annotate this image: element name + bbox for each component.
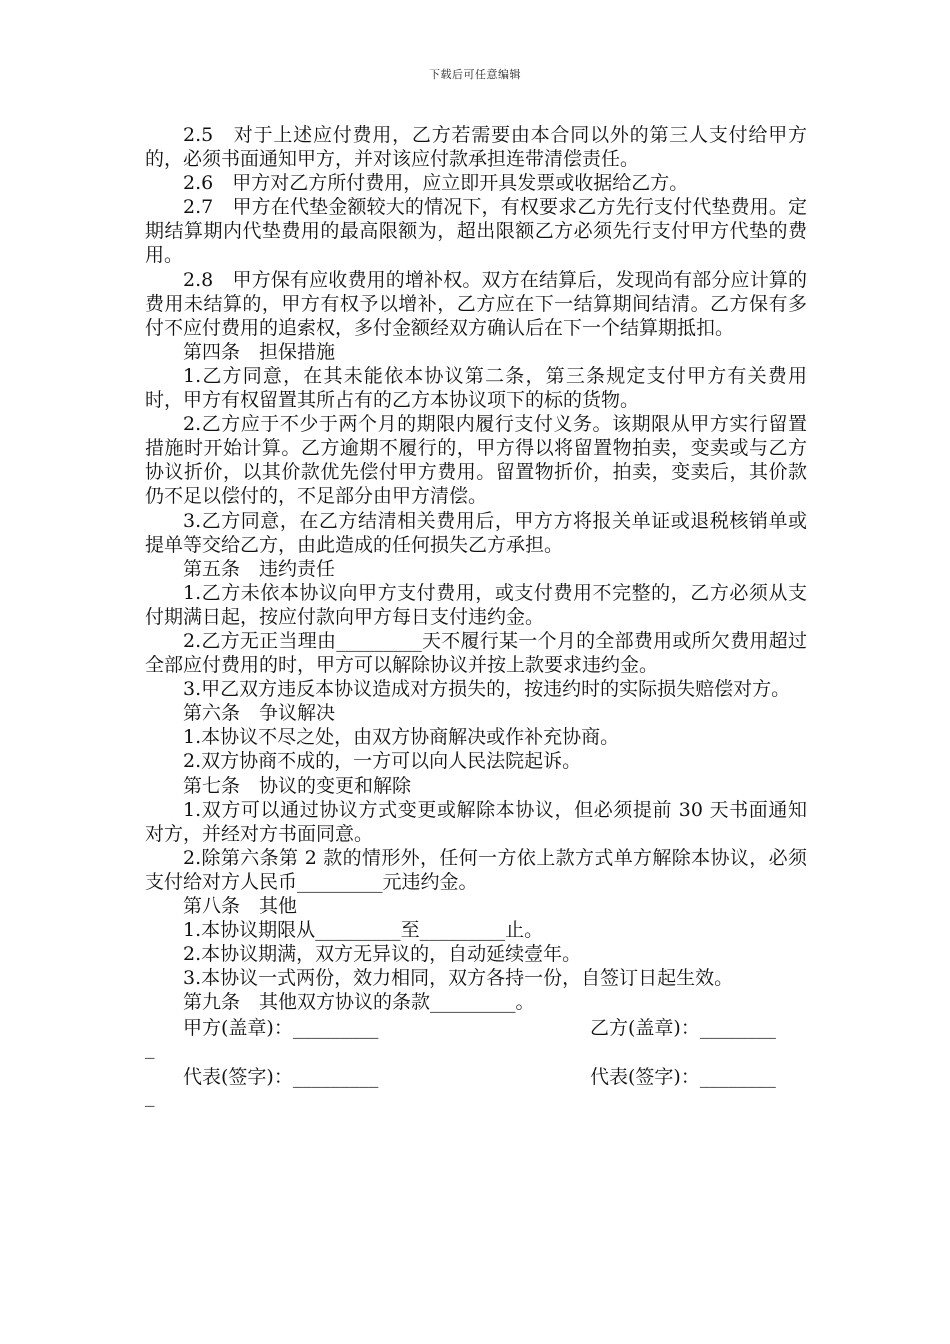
article-4-heading: 第四条 担保措施: [183, 340, 336, 363]
article-8-item-2: 2.本协议期满，双方无异议的，自动延续壹年。: [183, 943, 582, 966]
article-6-item-2: 2.双方协商不成的，一方可以向人民法院起诉。: [183, 750, 582, 773]
article-6-heading: 第六条 争议解决: [183, 702, 336, 725]
party-a-representative-line: 代表(签字)：_________: [183, 1065, 379, 1088]
signature-row-seal: [145, 1016, 807, 1040]
article-4-item-3: 3.乙方同意，在乙方结清相关费用后，甲方方将报关单证或退税核销单或提单等交给乙方，由此造成的任何损失乙方承担。: [145, 509, 807, 556]
page-header: 下载后可任意编辑: [429, 68, 521, 81]
signature-row-representative: [145, 1065, 807, 1089]
article-5-item-2: 2.乙方无正当理由_________天不履行某一个月的全部费用或所欠费用超过全部应付费用的时，甲方可以解除协议并按上款要求违约金。: [145, 629, 807, 677]
article-8-item-3: 3.本协议一式两份，效力相同，双方各持一份，自签订日起生效。: [183, 967, 734, 990]
party-b-representative-line: 代表(签字)：________: [590, 1065, 776, 1088]
article-8-item-1: 1.本协议期限从_________至_________止。: [183, 919, 544, 942]
clause-2-8: 2.8 甲方保有应收费用的增补权。双方在结算后，发现尚有部分应计算的费用未结算的，甲方有权予以增补，乙方应在下一结算期间结清。乙方保有多付不应付费用的追索权，多付金额经双方确认后在下一个结算期抵扣。: [145, 268, 807, 339]
article-8-heading: 第八条 其他: [183, 895, 298, 917]
article-7-heading: 第七条 协议的变更和解除: [183, 774, 412, 797]
clause-2-6: 2.6 甲方对乙方所付费用，应立即开具发票或收据给乙方。: [183, 172, 689, 195]
article-4-item-2: 2.乙方应于不少于两个月的期限内履行支付义务。该期限从甲方实行留置措施时开始计算。乙方逾期不履行的，甲方得以将留置物拍卖，变卖或与乙方协议折价，以其价款优先偿付甲方费用。留置物折价，拍卖，变卖后，其价款仍不足以偿付的，不足部分由甲方清偿。: [145, 413, 807, 508]
signature-row-representative-tail: _: [145, 1084, 155, 1107]
document-body: [145, 123, 807, 1113]
article-7-item-1: 1.双方可以通过协议方式变更或解除本协议，但必须提前 30 天书面通知对方，并经对方书面同意。: [145, 798, 807, 845]
article-4-item-1: 1.乙方同意，在其未能依本协议第二条，第三条规定支付甲方有关费用时，甲方有权留置其所占有的乙方本协议项下的标的货物。: [145, 364, 807, 412]
article-9-heading: 第九条 其他双方协议的条款_________。: [183, 991, 535, 1014]
article-5-heading: 第五条 违约责任: [183, 557, 336, 580]
signature-row-seal-tail: _: [145, 1036, 155, 1059]
article-6-item-1: 1.本协议不尽之处，由双方协商解决或作补充协商。: [183, 726, 620, 749]
article-7-item-2: 2.除第六条第 2 款的情形外，任何一方依上款方式单方解除本协议，必须支付给对方人民币_________元违约金。: [145, 846, 807, 893]
clause-2-7: 2.7 甲方在代垫金额较大的情况下，有权要求乙方先行支付代垫费用。定期结算期内代垫费用的最高限额为，超出限额乙方必须先行支付甲方代垫的费用。: [145, 196, 807, 267]
party-a-seal-line: 甲方(盖章)：_________: [183, 1017, 379, 1040]
article-5-item-3: 3.甲乙双方违反本协议造成对方损失的，按违约时的实际损失赔偿对方。: [183, 678, 791, 701]
party-b-seal-line: 乙方(盖章)：________: [590, 1017, 776, 1040]
clause-2-5: 2.5 对于上述应付费用，乙方若需要由本合同以外的第三人支付给甲方的，必须书面通知甲方，并对该应付款承担连带清偿责任。: [145, 124, 807, 171]
article-5-item-1: 1.乙方未依本协议向甲方支付费用，或支付费用不完整的，乙方必须从支付期满日起，按应付款向甲方每日支付违约金。: [145, 581, 807, 628]
